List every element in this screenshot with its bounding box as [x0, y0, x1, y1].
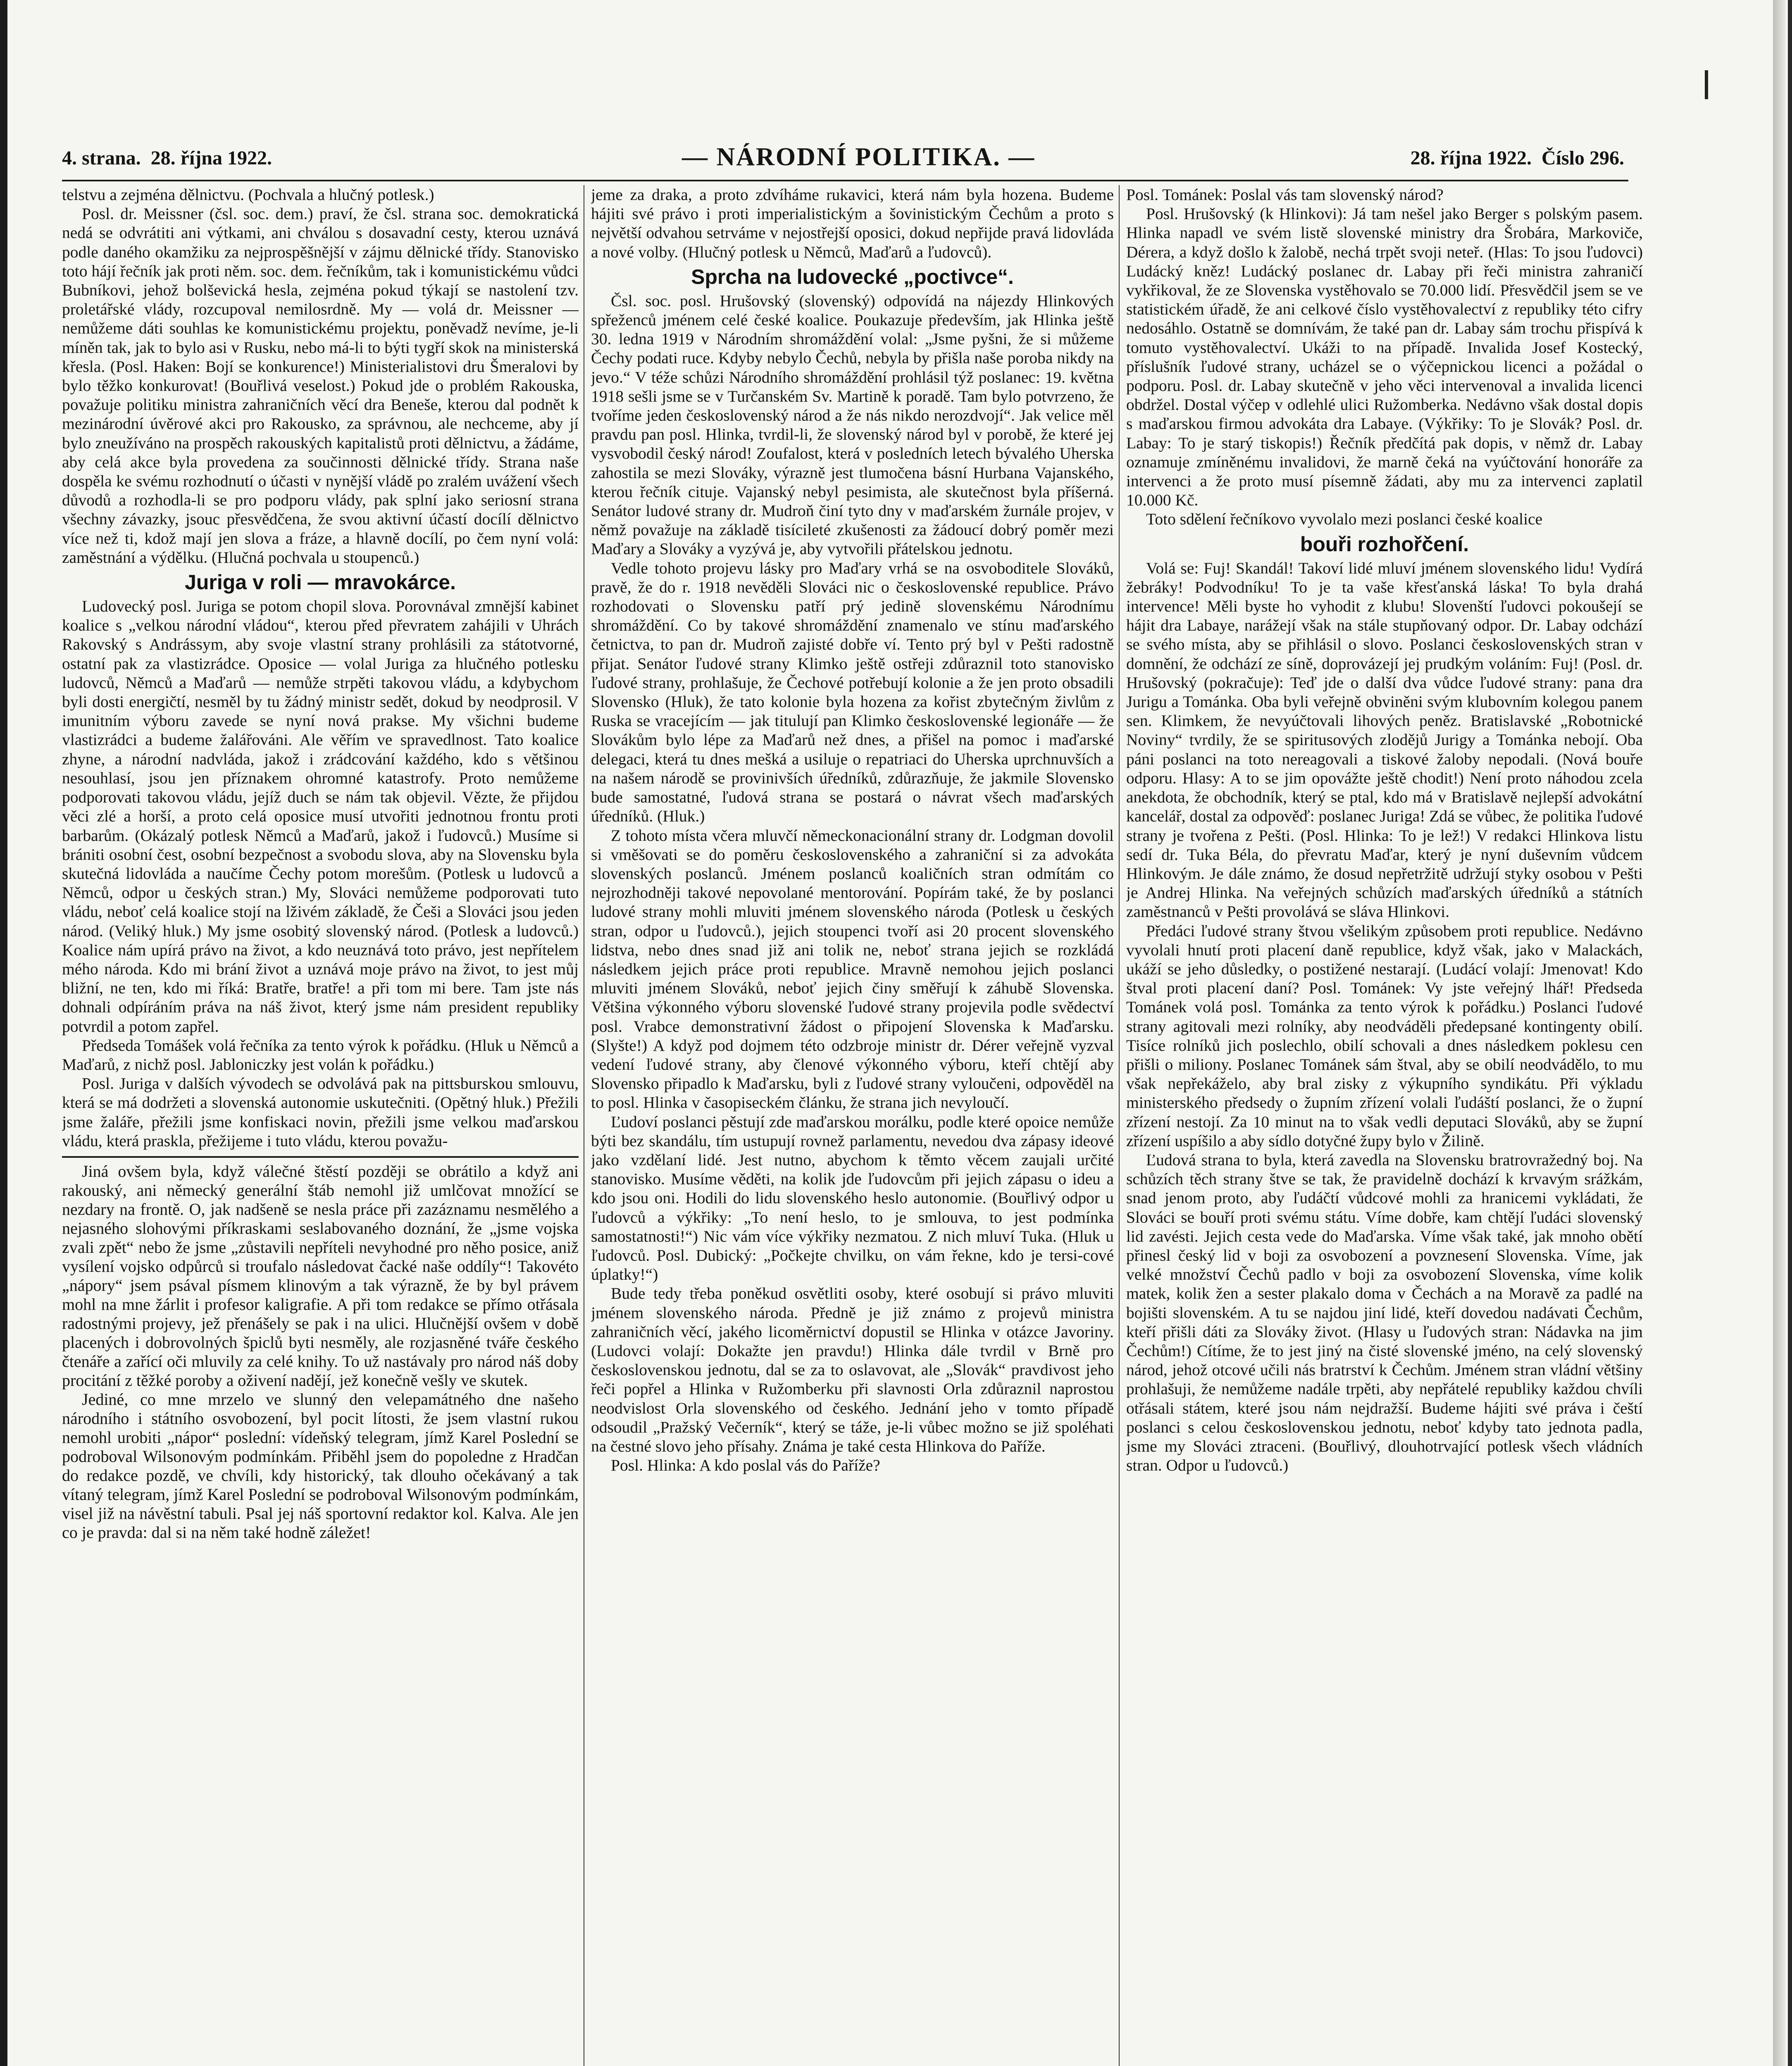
paragraph: Ľudová strana to byla, která zavedla na Slovensku bratrovražedný boj. Na schůzích těch strany štve se tak, že pravidelně dochází k krvavým srážkám, snad jenom proto, aby ľudáčtí vůdcové mohli za hranicemi vykládati, že Slováci se bouří proti svému státu. Víme dobře, kam chtějí ľudáci slovenský lid zavésti. Jejich cesta vede do Maďarska. Víme však také, jak mnoho obětí přinesl český lid v boji za osvobození a povznesení Slovenska. Víme, jak velké množství Čechů padlo v boji za osvobození Slovenska, víme kolik matek, kolik žen a sester plakalo doma v Čechách a na Moravě za padlé na bojišti slovenském. A tu se najdou jiní lidé, kteří dovedou nadávati Čechům, kteří přišli dáti za Slováky život. (Hlasy u ľudových stran: Nádavka na jim Čechům!) Cítíme, že to jest jiný na čisté slovenské jméno, na celý slovenský národ, jehož otcové učili nás bratrství k Čechům. Jménem stran vládní většiny prohlašuji, že nemůžeme nadále trpěti, aby nepřátelé republiky každou chvíli otřásali státem, které jsou nám nejdražší. Budeme hájiti své práva i čeští poslanci s celou československou jednotu, neboť kdyby tato jednota padla, jsme my Slováci ztraceni. (Bouřlivý, dlouhotrvající potlesk všech vládních stran. Odpor u ľudovců.)	[1126, 1150, 1643, 1475]
section-heading: Juriga v roli — mravokárce.	[185, 571, 456, 594]
paragraph: Ľudoví poslanci pěstují zde maďarskou morálku, podle které opoice nemůže býti bez skandálu, tím ustupují rovnež parlamentu, nevedou dva zápasy ideové jako vzdělaní lidé. Jest nutno, abychom k těmto věcem zaujali určité stanovisko. Musíme věděti, na kolik jde ľudovcům při jejich zápasu o ideu a kdo jsou oni. Hodili do lidu slovenského heslo autonomie. (Bouřlivý odpor u ľudovců a výkřiky: „To není heslo, to je smlouva, to jest podmínka samostatnosti!“) Nic vám více výkřiky nezmatou. Z nich mluví Tuka. (Hluk u ľudovců. Posl. Dubický: „Počkejte chvilku, on vám řekne, kdo je tersi-cové úplatky!“)	[591, 1112, 1114, 1284]
section-heading: bouři rozhořčení.	[1300, 532, 1469, 556]
paragraph: jeme za draka, a proto zdvíháme rukavici, která nám byla hozena. Budeme hájiti své právo i proti imperialistickým a šovinistickým Čechům a proto s největší odvahou setrváme v nejostřejší oposici, dokud nepřijde pravá lidovláda a nové volby. (Hlučný potlesk u Němců, Maďarů a ľudovců).	[591, 186, 1114, 261]
paragraph: Ludovecký posl. Juriga se potom chopil slova. Porovnával zmnější kabinet koalice s „velkou národní vládou“, kterou před převratem zahájili v Uhrách Rakovský s Andrássym, aby svoje vlastní strany prohlásili za státotvorné, ostatní pak za vlastizrádce. Oposice — volal Juriga za hlučného potlesku ludovců, Němců a Maďarů — nemůže strpěti takovou vládu, a kdybychom byli dosti energičtí, nesměl by tu žádný ministr sedět, dokud by neodprosil. V imunitním výboru zavede se nyní nová prakse. My všichni budeme vlastizrádci a budeme žalářováni. Ale věřím ve spravedlnost. Tato koalice zhyne, a národní nadvláda, jakož i zrádcování každého, kdo s většinou nesouhlasí, jsou jen příznakem ohromné katastrofy. Proto nemůžeme podporovati takovou vládu, jejíž duch se nám tak objevil. Vězte, že přijdou věci zlé a horší, a proto celá oposice musí utvořiti jednotnou frontu proti barbarům. (Okázalý potlesk Němců a Maďarů, jakož i ľudovců.) Musíme si brániti osobní čest, osobní bezpečnost a svobodu slova, aby na Slovensku byla skutečná lidovláda a naučíme Čechy potom morešům. (Potlesk u ludovců a Němců, odpor u českých stran.) My, Slováci nemůžeme podporovati tuto vládu, neboť celá koalice stojí na lživém základě, že Češi a Slováci jsou jeden národ. (Veliký hluk.) My jsme osobitý slovenský národ. (Potlesk a ludovců.) Koalice nám upírá právo na život, a kdo neuznává toto právo, jest nepřítelem mého národa. Kdo mi brání život a uznává moje právo na život, to jest můj bližní, ne ten, kdo mi říká: Bratře, bratře! a při tom mi bere. Tam jste nás dohnali odpíráním práva na náš život, který jsme nám president republiky potvrdil a potom zapřel.	[62, 597, 579, 1035]
margin-mark	[1705, 70, 1708, 99]
column-divider	[1119, 185, 1120, 2066]
paragraph: Jiná ovšem byla, když válečné štěstí později se obrátilo a když ani rakouský, ani německý generální štáb nemohl již umlčovat množící se nezdary na frontě. O, jak nadšeně se nesla práce při zazáznamu nesmělého a nejasného slohovými příkraskami seslabovaného doznání, že „jsme vojska zvali zpět“ nebo že jsme „zůstavili nepříteli nevyhodné pro něho posice, aniž vysílení vojsko odpůrců si troufalo následovat čacké naše oddíly“! Takovéto „nápory“ jsem psával písmem klinovým a tak výrazně, že by byl právem mohl na mne žárlit i profesor kaligrafie. A při tom redakce se přímo otřásala radostnými projevy, jež přenášely se pak i na ulici. Hlučnější ovšem v době placených i dobrovolných špiclů byti nesměly, ale rozjasněné tváře českého čtenáře a zařící oči mluvily za celé knihy. To už nastávaly pro národ náš doby procitání z těžké poroby a oživení nadějí, jež konečně vešly ve skutek.	[62, 1162, 579, 1390]
section-heading: Sprcha na ludovecké „poctivce“.	[691, 265, 1014, 288]
paragraph: Z tohoto místa včera mluvčí německonacionální strany dr. Lodgman dovolil si vměšovati se do poměru československého a zahraniční si za advokáta slovenských poslanců. Jménem poslanců koaličních stran odmítám co nejrozhodněji takové nepovolané mentorování. Popírám také, že by poslanci ludové strany mohli mluviti jménem slovenského národa (Potlesk u českých stran, odpor u ľudovců.), jejich stoupenci tvoří asi 20 procent slovenského lidstva, nebo dnes snad již ani tolik ne, neboť strana jejich se rozkládá následkem jejich práce proti republice. Mravně nemohou jejich poslanci mluviti jménem Slováků, neboť jejich činy směřují k záhubě Slovenska. Většina výkonného výboru slovenské ľudové strany projevila podle svědectví posl. Vrabce demonstrativní žádost o připojení Slovenska k Maďarsku. (Slyšte!) A když pod dojmem této odzbroje ministr dr. Dérer veřejně vyzval vedení ľudové strany, aby členové výkonného výboru, kteří chtějí aby Slovensko připadlo k Maďarsku, byli z ľudové strany vyloučeni, odpověděl na to posl. Hlinka v časopiseckém článku, že strana jich nevyloučí.	[591, 826, 1114, 1112]
issue-info: 28. října 1922. Číslo 296.	[1410, 147, 1624, 169]
paragraph: Jediné, co mne mrzelo ve slunný den velepamátného dne našeho národního i státního osvobození, byl pocit lítosti, že jsem vlastní rukou nemohl urobiti „nápor“ poslední: vídeňský telegram, jímž Karel Poslední se podroboval Wilsonovým podmínkám. Přiběhl jsem do popoledne z Hradčan do redakce pozdě, ve chvíli, kdy historický, tak dlouho očekávaný a tak vítaný telegram, jímž Karel Poslední se podroboval Wilsonovým podmínkám, visel již na návěstní tabuli. Psal jej náš sportovní redaktor kol. Kalva. Ale jen co je pravda: dal si na něm také hodně záležet!	[62, 1390, 579, 1542]
page-label: 4. strana. 28. října 1922.	[62, 147, 272, 169]
paragraph: Posl. Hrušovský (k Hlinkovi): Já tam nešel jako Berger s polským pasem. Hlinka napadl ve svém listě slovenské ministry dra Šrobára, Markoviče, Dérera, a když došlo k žalobě, nechá trpět svoji neteř. (Hlas: To jsou ľudovci) Ludácký kněz! Ludácký poslanec dr. Labay při řeči ministra zahraničí vykřikoval, že ze Slovenska vystěhovalo se 70.000 lidí. Přesvědčil jsem se ve statistickém úřadě, že ani celkové číslo vystěhovalectví z republiky této cifry nedosáhlo. Ostatně se domnívám, že také pan dr. Labay sám trochu přispívá k tomuto vystěhovalectví. Ukáži to na případě. Invalida Josef Kostecký, příslušník ľudové strany, ucházel se o výčepnickou licenci a požádal o podporu. Posl. dr. Labay skutečně v jeho věci intervenoval a invalida licenci obdržel. Dostal výčep v odlehlé ulici Ružomberka. Nedávno však dostal dopis s maďarskou firmou advokáta dra Labaye. (Výkřiky: To je Slovák? Posl. dr. Labay: To je starý tiskopis!) Řečník předčítá pak dopis, v němž dr. Labay oznamuje zmíněnému invalidovi, že marně čeká na vyúčtování honoráře za intervenci a že proto musí písemně žádati, aby mu za intervenci zaplatil 10.000 Kč.	[1126, 205, 1643, 509]
paragraph: Čsl. soc. posl. Hrušovský (slovenský) odpovídá na nájezdy Hlinkových spřeženců jménem celé české koalice. Poukazuje především, jak Hlinka ještě 30. ledna 1919 v Národním shromáždění volal: „Jsme pyšni, že si můžeme Čechy podati ruce. Kdyby nebylo Čechů, nebyla by přišla naše poroba nikdy na jevo.“ V téže schůzi Národního shromáždění prohlásil týž poslanec: 19. května 1918 sešli jsme se v Turčanském Sv. Martině k poradě. Tam bylo potvrzeno, že tvoříme jeden československý národ a že nás nikdo nerozdvojí“. Jak velice měl pravdu pan posl. Hlinka, tvrdil-li, že slovenský národ byl v porobě, že které jej vysvobodil český národ! Zoufalost, která v posledních letech bývalého Uherska zahostila se mezi Slováky, výrazně jest tlumočena básní Hurbana Vajanského, kterou řečník cituje. Vajanský nebyl pesimista, ale skutečnost byla příšerná. Senátor ludové strany dr. Mudroň činí tyto dny v maďarském žurnále projev, v němž považuje na základě tisícileté zkušenosti za žádoucí dobrý poměr mezi Maďary a Slováky a vyzývá je, aby vytvořili přátelskou jednotu.	[591, 291, 1114, 558]
paragraph: Předseda Tomášek volá řečníka za tento výrok k pořádku. (Hluk u Němců a Maďarů, z nichž posl. Jabloniczky jest volán k pořádku.)	[62, 1036, 579, 1073]
paragraph: Posl. dr. Meissner (čsl. soc. dem.) praví, že čsl. strana soc. demokratická nedá se odvrátiti ani výtkami, ani chválou s dosavadní cesty, kterou uznává podle daného okamžiku za nejprospěšnější v zájmu dělnické třídy. Stanovisko toto hájí řečník jak proti něm. soc. dem. řečníkům, tak i komunistickému vůdci Bubníkovi, jehož bolševická hesla, zejména pokud týkají se nastolení tzv. proletářské vlády, rozcupoval nemilosrdně. My — volá dr. Meissner — nemůžeme dáti souhlas ke komunistickému projektu, poněvadž nevíme, je-li míněn tak, jak to bylo asi v Rusku, nebo má-li to býti tygří skok na ministerská křesla. (Posl. Haken: Bojí se konkurence!) Ministerialistovi dru Šmeralovi by bylo těžko konkurovat! (Bouřlivá veselost.) Pokud jde o problém Rakouska, považuje politiku ministra zahraničních věcí dra Beneše, kterou dal podnět k mezinárodní úvěrové akci pro Rakousko, za správnou, ale nechceme, aby jí bylo zneužíváno na prospěch rakouských kapitalistů proti dělnictvu, a žádáme, aby celá akce byla provedena za součinnosti dělnické třídy. Strana naše dospěla ke svému rozhodnutí o účasti v nynější vládě po zralém uvážení všech důvodů a rozhodla-li se pro podporu vlády, pak splní jako seriosní strana všechny závazky, jsouc přesvědčena, že svou aktivní účastí docílí dělnictvo více než ti, kdož mají jen slova a fráze, a hlavně docílí, po čem nyní volá: zaměstnání a výdělku. (Hlučná pochvala u stoupenců.)	[62, 205, 579, 566]
paragraph: Bude tedy třeba poněkud osvětliti osoby, které osobují si právo mluviti jménem slovenského národa. Předně je již známo z projevů ministra zahraničních věcí, jakého licoměrnictví dopustil se Hlinka v otázce Javoriny. (Ludovci volají: Dokažte jen pravdu!) Hlinka dále tvrdil v Brně pro československou jednotu, dal se za to oslavovat, ale „Slovák“ pravdivost jeho řeči popřel a Hlinka v Ružomberku při slavnosti Orla zdůraznil naprostou neodvislost Orla slovenského od českého. Jednání jeho v tomto případě odsoudil „Pražský Večerník“, který se táže, je-li vůbec možno se již spoléhati na čestné slovo jeho přísahy. Známa je také cesta Hlinkova do Paříže.	[591, 1284, 1114, 1455]
page-edge	[1773, 0, 1785, 2066]
newspaper-title: — NÁRODNÍ POLITIKA. —	[682, 143, 1036, 171]
column-3	[1126, 185, 1643, 2066]
paragraph: Předáci ľudové strany štvou všelikým způsobem proti republice. Nedávno vyvolali hnutí proti placení daně republice, když však, jako v Malackách, ukáží se jeho důsledky, o postižené nestarají. (Ludácí volají: Jmenovat! Kdo štval proti placení daní? Posl. Tománek: Vy jste veřejný lhář! Předseda Tománek volá posl. Tománka za tento výrok k pořádku.) Poslanci ľudové strany agitovali mezi rolníky, aby neodváděli předepsané kontingenty obilí. Tisíce rolníků jich poslechlo, obilí schovali a dnes následkem poklesu cen přišli o miliony. Poslanec Tománek sám štval, aby se obilí neodvádělo, to mu však nepřekáželo, aby bral zisky z výkupního syndikátu. Při výkladu ministerského předsedy o župním zřízení volali ľudáští poslanci, že o župní zřízení nestojí. Za 10 minut na to však vedli deputaci Slováků, aby se župní zřízení uspíšilo a aby sídlo dotyčné župy bylo v Žilině.	[1126, 921, 1643, 1150]
paragraph: telstvu a zejména dělnictvu. (Pochvala a hlučný potlesk.)	[62, 186, 434, 204]
column-2	[591, 185, 1114, 2066]
paragraph: Posl. Juriga v dalších vývodech se odvolává pak na pittsburskou smlouvu, která se má dodržeti a slovenská autonomie uskutečniti. (Opětný hluk.) Přežili jsme žaláře, přežili jsme konfiskaci novin, přežili jsme velkou maďarskou vládu, která praskla, přežijeme i tuto vládu, kterou považu-	[62, 1074, 579, 1150]
paragraph: Posl. Tománek: Poslal vás tam slovenský národ?	[1126, 186, 1444, 204]
column-1	[62, 185, 579, 2066]
paragraph: Posl. Hlinka: A kdo poslal vás do Paříže?	[611, 1456, 880, 1475]
masthead	[62, 143, 1624, 180]
header-rule	[62, 180, 1628, 181]
feuilleton	[62, 1162, 579, 1542]
paragraph: Toto sdělení řečníkovo vyvolalo mezi poslanci české koalice	[1146, 510, 1543, 528]
paragraph: Vedle tohoto projevu lásky pro Maďary vrhá se na osvoboditele Slováků, pravě, že do r. 1918 nevěděli Slováci nic o československé republice. Právo rozhodovati o Slovensku patří prý jedině slovenskému Národnímu shromáždění. Co by takové shromáždění znamenalo ve stínu maďarského četnictva, to pan dr. Mudroň zajisté dobře ví. Tento prý byl v Pešti radostně přijat. Senátor ľudové strany Klimko ještě ostřeji zdůraznil toto stanovisko ľudové strany, prohlašuje, že Čechové potřebují kolonie a že jen proto obsadili Slovensko (Hluk), že tato kolonie byla hozena za kořist zbytečným živlům z Ruska se vracejícím — jak titulují pan Klimko československé legionáře — že Slovákům bylo lépe za Maďarů než dnes, a přišel na pomoc i maďarské delegaci, která tu dnes mešká a usiluje o repatriaci do Uherska uprchnuvších a na našem národě se provinivších úředníků, zdůrazňuje, že jakmile Slovensko bude samostatné, ľudová strana se postará o návrat všech maďarských úředníků. (Hluk.)	[591, 559, 1114, 826]
paragraph: Volá se: Fuj! Skandál! Takoví lidé mluví jménem slovenského lidu! Vydírá žebráky! Podvodníku! To je ta vaše křesťanská láska! To byla drahá intervence! Měli byste ho vyhodit z klubu! Slovenští ľudovci pokoušejí se hájit dra Labaye, narážejí však na stále stupňovaný odpor. Dr. Labay odchází se svého místa, aby se přihlásil o slovo. Poslanci československých stran v domnění, že odchází ze síně, doprovázejí jej prudkým voláním: Fuj! (Posl. dr. Hrušovský (pokračuje): Teď jde o další dva vůdce ľudové strany: pana dra Jurigu a Tománka. Oba byli veřejně obviněni svým klubovním kolegou panem sen. Klimkem, že nevyúčtovali lihových peněz. Bratislavské „Robotnické Noviny“ tvrdily, že se spiritusových zlodějů Jurigy a Tománka nebojí. Oba páni poslanci na toto nereagovali a tiskové žaloby nepodali. (Nová bouře odporu. Hlasy: A to se jim opovážte ještě chodit!) Není proto náhodou zcela anekdota, že obchodník, který se ptal, kdo má v Bratislavě nejlepší advokátní kancelář, dostal za odpověď: poslanec Juriga! Zdá se vůbec, že politika ľudové strany je tvořena z Pešti. (Posl. Hlinka: To je lež!) V redakci Hlinkova listu sedí dr. Tuka Béla, do převratu Maďar, který je nyní duševním vůdcem Hlinkovým. Je dále známo, že dosud nepřetržitě udržují styky osobou v Pešti je Andrej Hlinka. Na veřejných schůzích maďarských úředníků a státních zaměstnanců v Pešti provolává se sláva Hlinkovi.	[1126, 559, 1643, 921]
feuilleton-rule	[62, 1156, 579, 1158]
